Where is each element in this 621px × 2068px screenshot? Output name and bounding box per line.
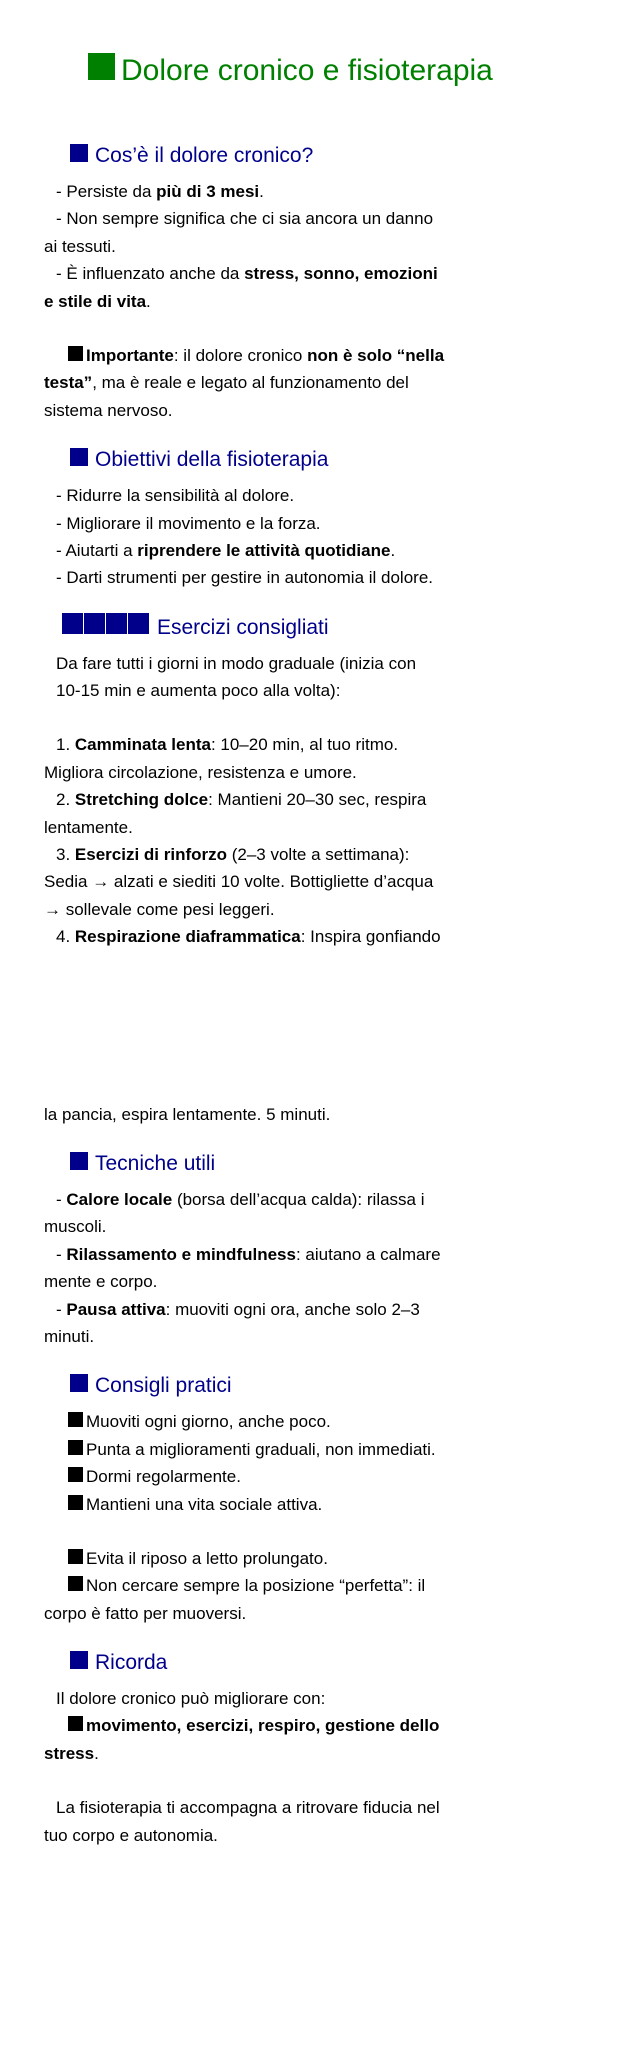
text-run: : muoviti ogni ora, anche solo 2–3 [165,1299,420,1319]
section-heading [44,1648,585,1678]
section-heading-label: Cos’è il dolore cronico? [95,144,314,167]
bullet-square-icon [68,1716,83,1731]
text-line [44,1296,585,1323]
text-run: - [56,1189,67,1209]
text-line [44,650,585,677]
text-line [44,1436,585,1463]
text-line [44,1600,585,1627]
text-run: - Persiste da [56,182,157,201]
heading-square-icon [70,144,88,162]
text-run: (2–3 volte a settimana): [227,845,410,865]
bold-text: Esercizi di rinforzo [74,845,227,865]
text-run: - Darti strumenti per gestire in autonomia il dolore. [56,568,433,588]
bold-text: e stile di vita [44,291,147,311]
text-line [44,1323,585,1350]
text-line [44,1408,585,1435]
text-line [44,731,585,758]
bold-text: movimento, esercizi, respiro, gestione dello [86,1716,440,1736]
text-run: (borsa dell’acqua calda): rilassa i [172,1189,425,1209]
bullet-square-icon [68,1495,83,1510]
text-line [44,1822,585,1849]
bold-text: Camminata lenta [74,735,211,755]
bold-text: Importante [86,345,174,365]
section-heading-label: Obiettivi della fisioterapia [95,448,329,472]
bold-text: testa” [44,373,93,393]
page-title-text: Dolore cronico e fisioterapia [121,54,493,87]
text-line [44,397,585,424]
section-heading [44,1149,585,1179]
text-line [44,342,585,369]
bold-text: più di 3 mesi [156,182,260,201]
text-line [44,677,585,704]
text-line [44,1685,585,1712]
text-run: , ma è reale e legato al funzionamento del [92,373,409,393]
text-line [44,482,585,509]
text-line [44,1463,585,1490]
text-line [44,1740,585,1767]
text-run: lentamente. [44,817,133,837]
text-run: . [146,291,151,311]
bullet-square-icon [68,1549,83,1564]
text-run: muscoli. [44,1217,107,1237]
bullet-square-icon [68,346,83,361]
text-run: - Non sempre significa che ci sia ancora un danno [56,209,434,229]
bold-text: Pausa attiva [66,1299,166,1319]
text-line [44,1572,585,1599]
text-run: : 10–20 min, al tuo ritmo. [210,735,399,755]
text-run: 4. [56,927,75,947]
text-run: . [94,1743,99,1763]
text-run: . [390,540,396,560]
text-run: mente e corpo. [44,1272,158,1292]
text-line [44,510,585,537]
text-run: Sedia → alzati e siediti 10 volte. Bottigliette d’acqua [44,872,434,892]
text-run: Mantieni una vita sociale attiva. [86,1494,323,1514]
heading-square-icon [84,613,105,634]
text-run: - Aiutarti a [56,540,138,560]
heading-square-icon [62,613,83,634]
text-run: : Mantieni 20–30 sec, respira [208,790,427,810]
heading-square-icon [70,1374,88,1392]
text-line [44,1545,585,1572]
text-run: : aiutano a calmare [295,1244,441,1264]
text-run: . [259,182,264,201]
text-run: Muoviti ogni giorno, anche poco. [86,1412,331,1432]
text-run: - Migliorare il movimento e la forza. [56,513,321,533]
text-line [44,537,585,564]
bullet-square-icon [68,1412,83,1427]
text-run: la pancia, espira lentamente. 5 minuti. [44,1104,331,1124]
text-run: Evita il riposo a letto prolungato. [86,1548,328,1568]
page-title [44,53,585,89]
section-heading-label: Consigli pratici [95,1374,232,1398]
heading-square-icon [106,613,127,634]
vertical-spacer [44,1518,585,1545]
text-line [44,786,585,813]
document-body [44,141,585,1849]
text-line [44,1101,585,1128]
text-line [44,1491,585,1518]
text-run: Non cercare sempre la posizione “perfetta”: il [86,1576,426,1596]
text-line [44,1712,585,1739]
text-line [44,896,585,923]
bold-text: Stretching dolce [74,790,209,810]
text-run: - [56,1244,67,1264]
bullet-square-icon [68,1576,83,1591]
section-heading [44,613,585,643]
heading-square-icon [70,448,88,466]
bold-text: stress [44,1743,95,1763]
text-run: : Inspira gonfiando [300,927,441,947]
vertical-spacer [44,315,585,342]
heading-square-icon [70,1651,88,1669]
text-run: : il dolore cronico [173,345,308,365]
text-run: La fisioterapia ti accompagna a ritrovare fiducia nel [56,1798,440,1818]
text-run: Migliora circolazione, resistenza e umore. [44,762,357,782]
bold-text: Calore locale [66,1189,173,1209]
text-run: tuo corpo e autonomia. [44,1825,218,1845]
text-run: Il dolore cronico può migliorare con: [56,1689,326,1709]
section-heading [44,1371,585,1401]
text-run: - Ridurre la sensibilità al dolore. [56,486,295,506]
text-line [44,1213,585,1240]
text-run: ai tessuti. [44,236,116,256]
text-line [44,260,585,287]
section-heading [44,445,585,475]
section-heading-label: Esercizi consigliati [157,615,329,639]
bold-text: Respirazione diaframmatica [74,927,301,947]
text-line [44,923,585,950]
text-line [44,205,585,232]
text-line [44,1794,585,1821]
text-line [44,288,585,315]
bullet-square-icon [68,1440,83,1455]
text-run: 10-15 min e aumenta poco alla volta): [56,681,341,701]
bullet-square-icon [68,1467,83,1482]
text-line [44,564,585,591]
text-run: → sollevale come pesi leggeri. [44,899,275,919]
text-line [44,1241,585,1268]
text-run: 1. [56,735,75,755]
text-line [44,233,585,260]
text-line [44,814,585,841]
text-line [44,1186,585,1213]
title-square-icon [88,53,115,80]
text-run: Da fare tutti i giorni in modo graduale (inizia con [56,653,417,673]
bold-text: non è solo “nella [307,345,445,365]
text-run: minuti. [44,1326,95,1346]
heading-square-icon [70,1152,88,1170]
text-line [44,178,585,205]
vertical-spacer [44,951,585,1101]
text-line [44,868,585,895]
text-run: 3. [56,845,75,865]
bold-text: Rilassamento e mindfulness [66,1244,296,1264]
section-heading-label: Tecniche utili [95,1151,216,1175]
text-line [44,841,585,868]
text-run: - [56,1299,67,1319]
text-run: corpo è fatto per muoversi. [44,1603,247,1623]
text-run: Dormi regolarmente. [86,1467,241,1487]
text-run: Punta a miglioramenti graduali, non immediati. [86,1439,436,1459]
text-run: 2. [56,790,75,810]
text-line [44,759,585,786]
text-line [44,1268,585,1295]
bold-text: riprendere le attività quotidiane [137,540,391,560]
text-line [44,369,585,396]
section-heading [44,141,585,171]
text-run: - È influenzato anche da [56,264,245,284]
bold-text: stress, sonno, emozioni [244,264,438,284]
vertical-spacer [44,1767,585,1794]
text-run: sistema nervoso. [44,400,173,420]
section-heading-label: Ricorda [95,1651,168,1675]
heading-square-icon [128,613,149,634]
vertical-spacer [44,704,585,731]
